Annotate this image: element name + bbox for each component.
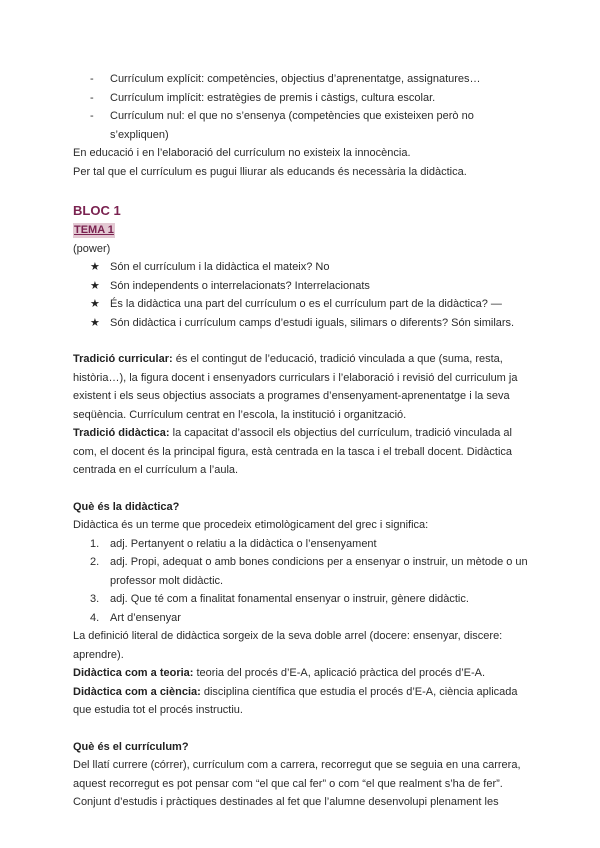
list-item-text: Currículum implícit: estratègies de premis i càstigs, cultura escolar. xyxy=(110,91,436,104)
paragraph: Didàctica és un terme que procedeix etimològicament del grec i significa: xyxy=(73,519,429,531)
list-item-text: adj. Pertanyent o relatiu a la didàctica o l’ensenyament xyxy=(110,537,377,550)
dash-marker: - xyxy=(90,110,94,122)
term: Tradició curricular: xyxy=(73,353,173,365)
list-item xyxy=(73,535,533,554)
paragraph xyxy=(73,424,533,480)
section-title: BLOC 1 xyxy=(73,203,121,218)
list-item-text: Art d’ensenyar xyxy=(110,611,181,624)
list-item xyxy=(73,295,533,314)
list-item xyxy=(73,258,533,277)
questions-list xyxy=(73,258,533,332)
term: Didàctica com a teoria: xyxy=(73,667,194,679)
star-icon: ★ xyxy=(90,279,100,292)
list-item xyxy=(73,89,533,108)
heading: Què és la didàctica? xyxy=(73,500,180,513)
list-number: 3. xyxy=(90,593,100,605)
list-number: 1. xyxy=(90,537,100,550)
list-item xyxy=(73,277,533,296)
list-item-text: Currículum explícit: competències, objectius d’aprenentatge, assignatures… xyxy=(110,73,481,85)
term: Didàctica com a ciència: xyxy=(73,685,201,698)
list-item xyxy=(73,107,533,144)
list-item-text: Són didàctica i currículum camps d’estudi iguals, silimars o diferents? Són similars. xyxy=(110,316,515,329)
heading: Què és el currículum? xyxy=(73,740,189,753)
term: Tradició didàctica: xyxy=(73,427,170,439)
paragraph: Del llatí currere (córrer), currículum com a carrera, recorregut que se seguia en una carrera, aquest recorregut es pot pensar com “el que cal fer” o com “el que realment s’ha de fer”. Conjunt d’estudis i pràctiques destinades al fet que l’alumne desenvolupi plenament les xyxy=(73,759,521,808)
definition-text: és el contingut de l’educació, tradició vinculada a que (suma, resta, història…), la figura docent i ensenyadors curriculars i l’elaboració i revisió del curriculum ja existent i els seus objectius associats a programes d’ensenyament-aprenentatge i la seva seqüència. Currículum centrat en l’escola, la institució i organització. xyxy=(73,353,518,421)
dash-marker: - xyxy=(90,91,94,104)
didactica-meanings-list xyxy=(73,535,533,628)
paragraph xyxy=(73,350,533,424)
star-icon: ★ xyxy=(90,298,100,310)
dash-marker: - xyxy=(90,73,94,85)
definition-text: la capacitat d’associl els objectius del currículum, tradició vinculada al com, el docent és la principal figura, està centrada en la tasca i el treball docent. Didàctica centrada en el currículum a l’aula. xyxy=(73,427,513,476)
list-item xyxy=(73,553,533,590)
document-content xyxy=(73,70,533,812)
list-item-text: adj. Propi, adequat o amb bones condicions per a ensenyar o instruir, un mètode o un professor molt didàctic. xyxy=(110,556,528,587)
definition-text: teoria del procés d’E-A, aplicació pràctica del procés d’E-A. xyxy=(193,667,486,679)
list-item xyxy=(73,590,533,609)
list-item-text: adj. Que té com a finalitat fonamental ensenyar o instruir, gènere didàctic. xyxy=(110,593,469,605)
paragraph xyxy=(73,664,533,683)
paragraph: La definició literal de didàctica sorgeix de la seva doble arrel (docere: ensenyar, discere: aprendre). xyxy=(73,630,503,661)
list-item-text: Són el currículum i la didàctica el mateix? No xyxy=(110,261,330,273)
paragraph xyxy=(73,683,533,720)
star-icon: ★ xyxy=(90,261,100,273)
definition-text: disciplina científica que estudia el procés d’E-A, ciència aplicada que estudia tot el procés instructiu. xyxy=(73,685,518,716)
subsection-title: TEMA 1 xyxy=(74,224,114,236)
list-item-text: Currículum nul: el que no s’ensenya (competències que existeixen però no s’expliquen) xyxy=(110,110,474,141)
list-number: 4. xyxy=(90,611,100,624)
list-item xyxy=(73,609,533,628)
list-item xyxy=(73,70,533,89)
list-number: 2. xyxy=(90,556,100,568)
list-item-text: Són independents o interrelacionats? Interrelacionats xyxy=(110,279,370,292)
curriculum-types-list xyxy=(73,70,533,144)
star-icon: ★ xyxy=(90,316,100,329)
power-note: (power) xyxy=(73,242,111,255)
paragraph: Per tal que el currículum es pugui lliurar als educands és necessària la didàctica. xyxy=(73,165,467,178)
paragraph: En educació i en l’elaboració del currículum no existeix la innocència. xyxy=(73,147,411,159)
list-item xyxy=(73,314,533,333)
list-item-text: És la didàctica una part del currículum o es el currículum part de la didàctica? — xyxy=(110,298,502,310)
